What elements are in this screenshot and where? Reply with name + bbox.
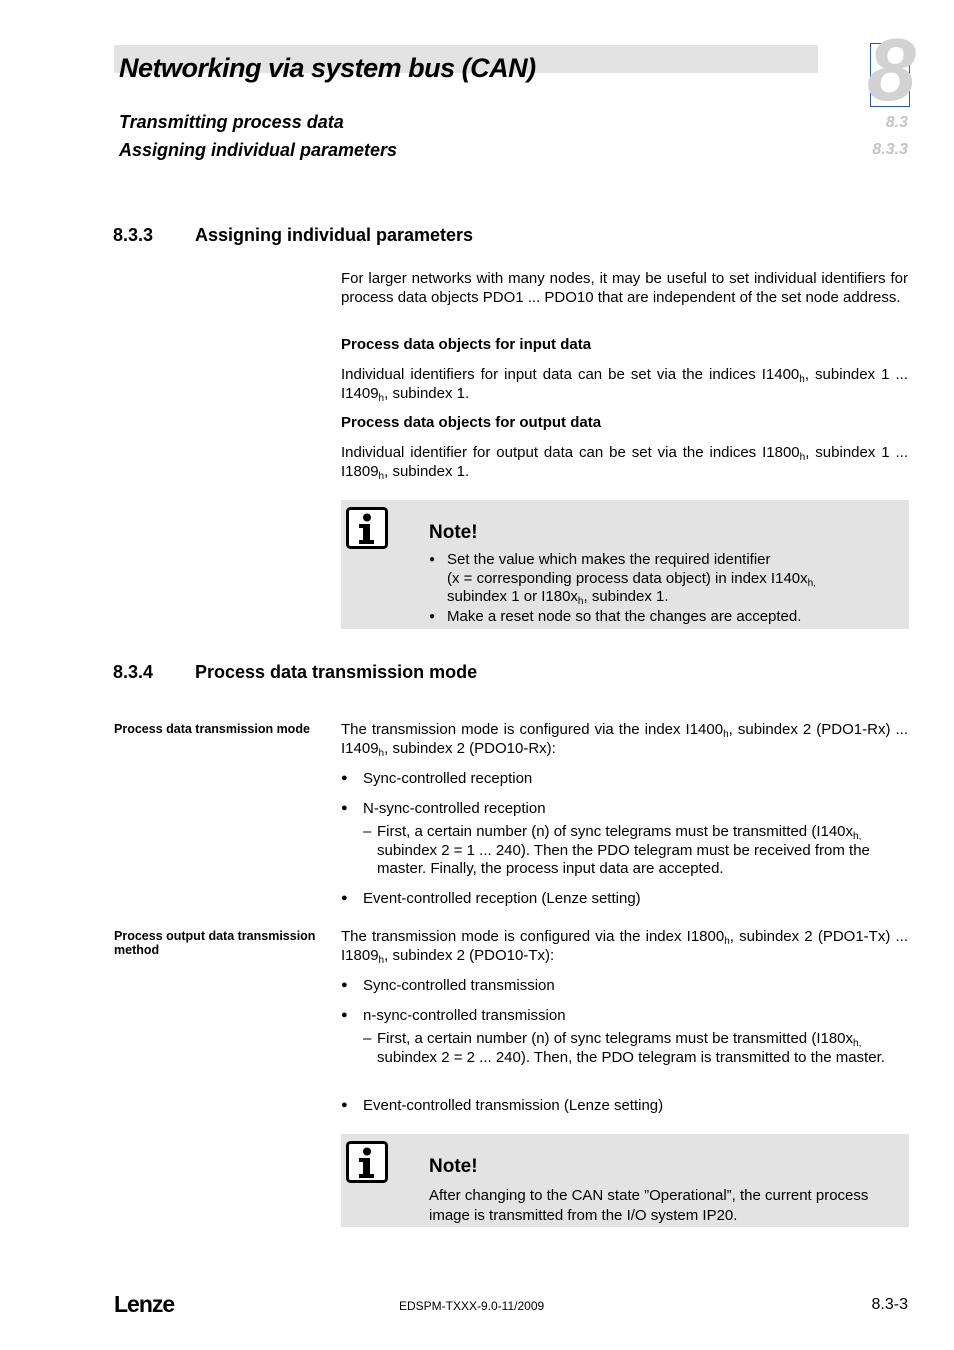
chapter-ref-2: 8.3.3 (872, 141, 908, 158)
header-subtitle-1: Transmitting process data (119, 112, 344, 132)
rx-intro: The transmission mode is configured via the index $I1400_h$, subindex 2 (PDO1-Rx) ... $I1409_h$, subindex 2 (PDO10-Rx): (341, 721, 908, 759)
list-item: ● Sync-controlled transmission (341, 977, 555, 994)
list-sub-item: – First, a certain number (n) of sync telegrams must be transmitted ($I140x_{h,}$ subindex 2 = 1 ... 240). Then the PDO telegram must be received from the master. Finally, the process input data are accepted. (363, 823, 870, 877)
note-title: Note! (429, 522, 478, 543)
list-sub-item: – First, a certain number (n) of sync telegrams must be transmitted ($I180x_{h,}$ subindex 2 = 2 ... 240). Then, the PDO telegram is transmitted to the master. (363, 1030, 885, 1066)
chapter-digit: 8 (867, 20, 916, 119)
section-number: 8.3.4 (113, 662, 154, 682)
section-heading-8-3-4 (113, 662, 477, 683)
tx-intro: The transmission mode is configured via the index $I1800_h$, subindex 2 (PDO1-Tx) ... $I1809_h$, subindex 2 (PDO10-Tx): (341, 928, 908, 966)
header-subtitle-2: Assigning individual parameters (119, 140, 398, 160)
section-title: Assigning individual parameters (195, 225, 474, 245)
section-title: Process data transmission mode (195, 662, 478, 682)
page-number: 8.3-3 (871, 1296, 908, 1313)
output-data-heading: Process data objects for output data (341, 414, 602, 431)
list-item: ● Event-controlled transmission (Lenze setting) (341, 1097, 664, 1114)
document-id: EDSPM-TXXX-9.0-11/2009 (399, 1299, 545, 1313)
list-item: ● Event-controlled reception (Lenze setting) (341, 890, 641, 907)
note-item: ● Set the value which makes the required identifier (x = corresponding process data object) in index $I140x_{h,}$ subindex 1 or $I180x_h$, subindex 1. (429, 551, 816, 607)
list-item: ● N-sync-controlled reception (341, 800, 546, 817)
output-data-text: Individual identifier for output data can be set via the indices $I1800_h$, subindex 1 ... $I1809_h$, subindex 1. (341, 444, 909, 482)
note-title: Note! (429, 1156, 478, 1177)
list-item: ● Sync-controlled reception (341, 770, 533, 787)
margin-label-rx: Process data transmission mode (114, 722, 310, 736)
section-heading-8-3-3 (113, 225, 473, 246)
intro-paragraph: For larger networks with many nodes, it may be useful to set individual identifiers for process data objects PDO1 ... PDO10 that are independent of the set node address. (341, 270, 908, 306)
chapter-ref-1: 8.3 (885, 114, 908, 131)
lenze-logo: Lenze (114, 1291, 175, 1317)
note-text: After changing to the CAN state ”Operational”, the current process image is transmitted from the I/O system IP20. (429, 1187, 869, 1224)
margin-label-tx: Process output data transmission method (114, 929, 316, 957)
info-note-icon (346, 1141, 388, 1183)
input-data-heading: Process data objects for input data (341, 336, 592, 353)
section-number: 8.3.3 (113, 225, 154, 245)
info-note-icon (346, 507, 388, 549)
list-item: ● n-sync-controlled transmission (341, 1007, 566, 1024)
chapter-marker (867, 20, 916, 119)
input-data-text: Individual identifiers for input data can be set via the indices $I1400_h$, subindex 1 ... $I1409_h$, subindex 1. (341, 366, 908, 404)
chapter-title: Networking via system bus (CAN) (119, 53, 536, 83)
note-item: ● Make a reset node so that the changes are accepted. (429, 608, 802, 625)
